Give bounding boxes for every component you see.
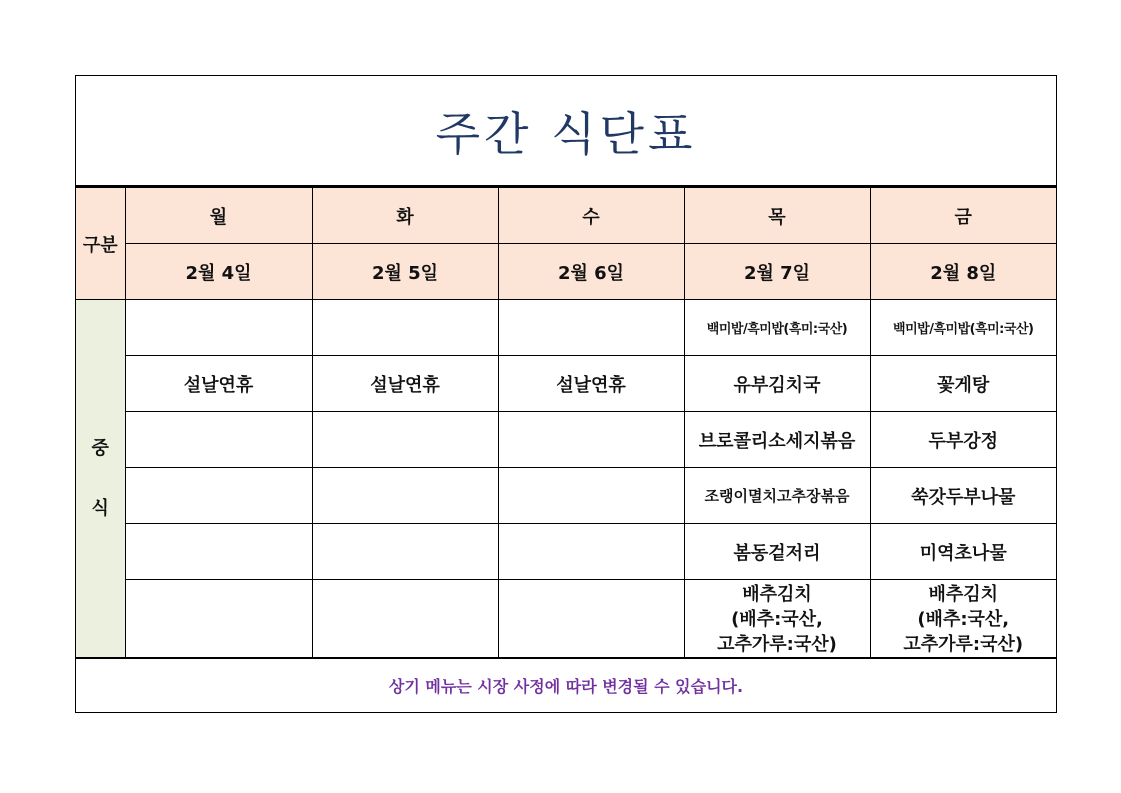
kimchi-origin-line: (배추:국산, (731, 608, 823, 630)
menu-cell: 설날연휴 (312, 356, 498, 412)
menu-cell: 쑥갓두부나물 (870, 468, 1056, 524)
menu-cell (312, 412, 498, 468)
menu-cell (498, 300, 684, 356)
page-title: 주간 식단표 (435, 106, 697, 161)
menu-cell: 백미밥/흑미밥(흑미:국산) (684, 300, 870, 356)
menu-row (76, 356, 1056, 412)
kimchi-cell-thursday (684, 580, 870, 659)
menu-cell (125, 468, 312, 524)
kimchi-name: 배추김치 (928, 583, 999, 605)
date-tuesday: 2월 5일 (312, 244, 498, 300)
day-friday: 금 (870, 188, 1056, 244)
menu-cell: 두부강정 (870, 412, 1056, 468)
menu-cell: 유부김치국 (684, 356, 870, 412)
day-tuesday: 화 (312, 188, 498, 244)
menu-cell: 설날연휴 (498, 356, 684, 412)
menu-cell (125, 524, 312, 580)
menu-cell (498, 580, 684, 659)
menu-cell (312, 468, 498, 524)
menu-cell: 미역초나물 (870, 524, 1056, 580)
menu-cell (498, 468, 684, 524)
menu-cell (125, 580, 312, 659)
kimchi-origin-line: 고추가루:국산) (717, 633, 837, 655)
date-header-row (76, 244, 1056, 300)
menu-cell (312, 524, 498, 580)
menu-cell (125, 412, 312, 468)
menu-cell: 브로콜리소세지볶음 (684, 412, 870, 468)
meal-plan-sheet (75, 75, 1057, 713)
day-wednesday: 수 (498, 188, 684, 244)
menu-row (76, 412, 1056, 468)
menu-cell (312, 580, 498, 659)
date-wednesday: 2월 6일 (498, 244, 684, 300)
notice-row (76, 657, 1056, 712)
kimchi-origin-line: 고추가루:국산) (903, 633, 1024, 655)
date-thursday: 2월 7일 (684, 244, 870, 300)
menu-cell (498, 524, 684, 580)
menu-cell: 백미밥/흑미밥(흑미:국산) (870, 300, 1056, 356)
lunch-label-char: 식 (91, 498, 109, 519)
menu-row (76, 468, 1056, 524)
menu-row (76, 524, 1056, 580)
menu-cell (312, 300, 498, 356)
menu-cell: 조랭이멸치고추장볶음 (684, 468, 870, 524)
category-label: 구분 (76, 188, 125, 300)
day-monday: 월 (125, 188, 312, 244)
lunch-label-char: 중 (91, 438, 109, 459)
kimchi-cell-friday (870, 580, 1056, 659)
day-header-row (76, 188, 1056, 244)
date-monday: 2월 4일 (125, 244, 312, 300)
menu-cell (498, 412, 684, 468)
day-thursday: 목 (684, 188, 870, 244)
menu-row (76, 580, 1056, 659)
date-friday: 2월 8일 (870, 244, 1056, 300)
menu-cell: 설날연휴 (125, 356, 312, 412)
title-row (76, 76, 1056, 187)
menu-cell: 봄동겉저리 (684, 524, 870, 580)
kimchi-origin-line: (배추:국산, (917, 608, 1010, 630)
menu-cell: 꽃게탕 (870, 356, 1056, 412)
menu-cell (125, 300, 312, 356)
notice-text: 상기 메뉴는 시장 사정에 따라 변경될 수 있습니다. (388, 677, 744, 696)
meal-table (76, 187, 1056, 659)
menu-row (76, 300, 1056, 356)
lunch-label (76, 300, 125, 659)
kimchi-name: 배추김치 (742, 583, 812, 605)
